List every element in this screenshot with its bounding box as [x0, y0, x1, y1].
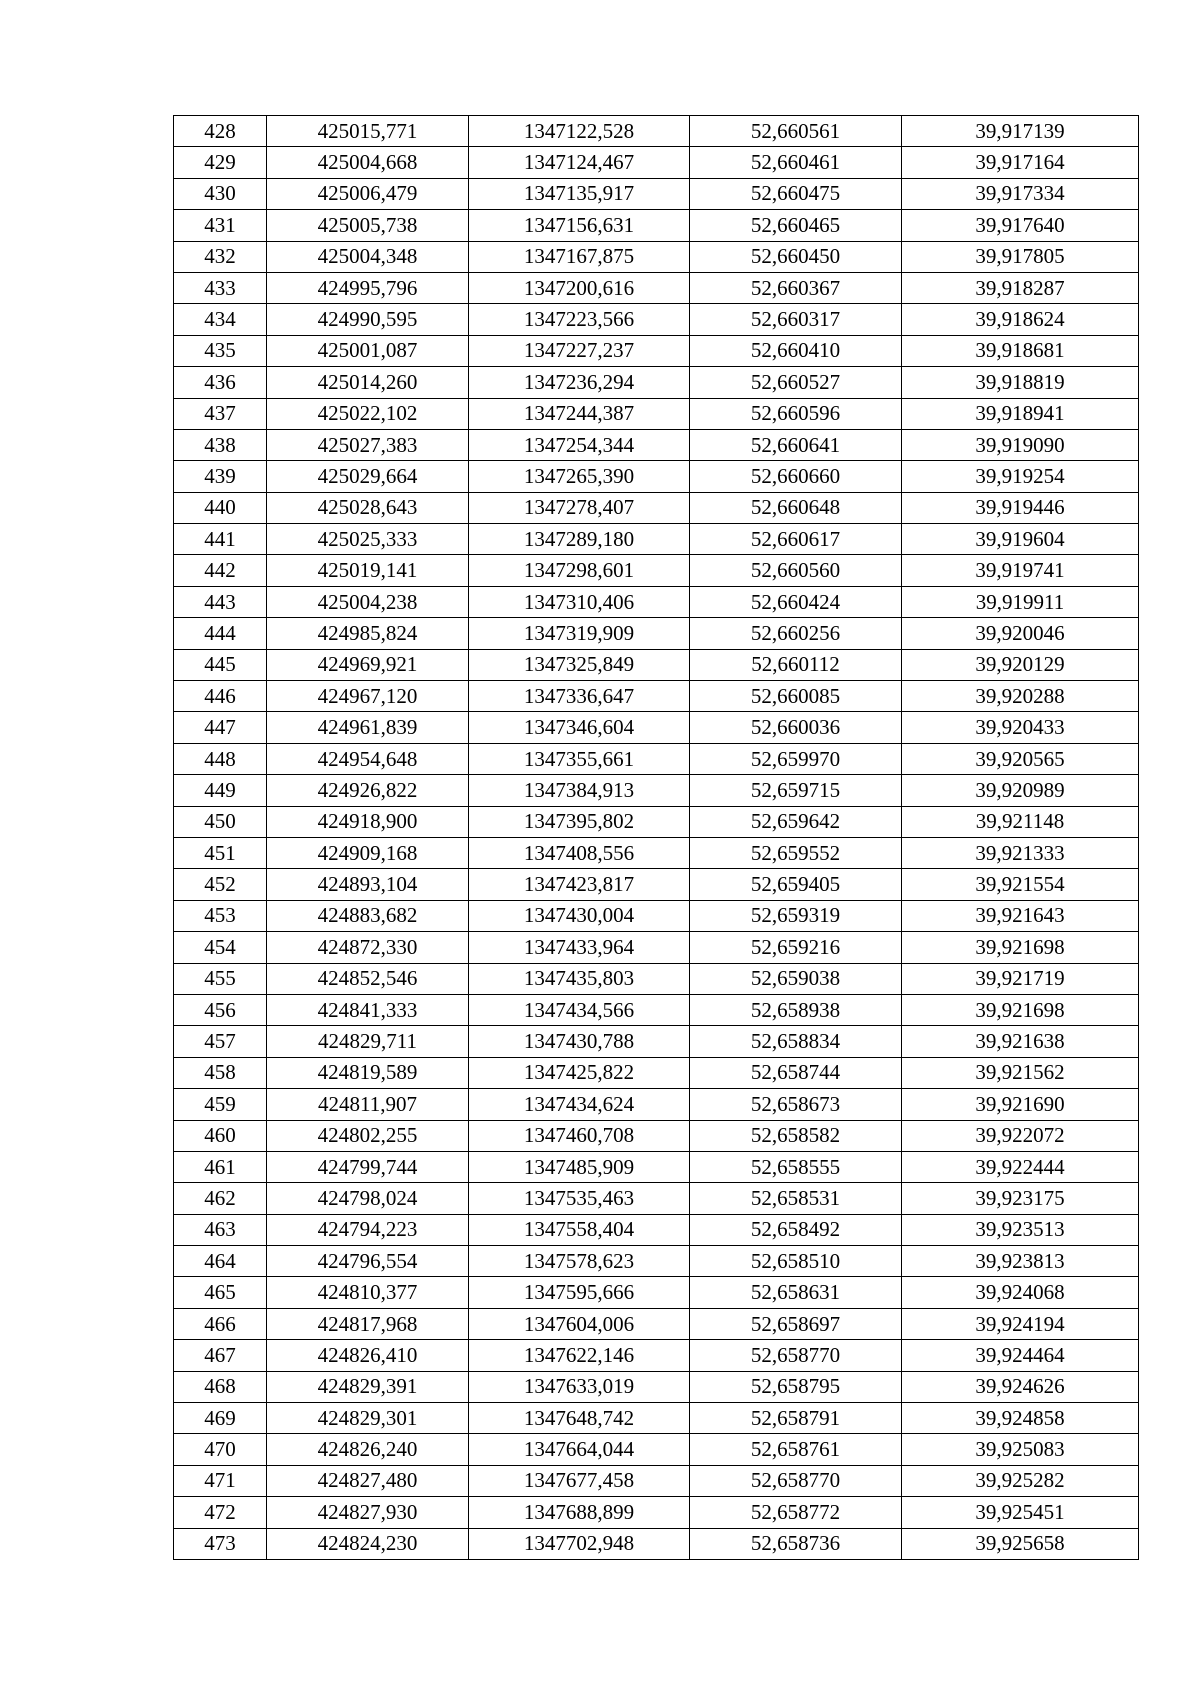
table-row	[174, 1089, 1139, 1120]
longitude-cell: 39,921719	[902, 963, 1139, 994]
longitude-cell: 39,924626	[902, 1371, 1139, 1402]
x-coordinate-cell: 425025,333	[267, 524, 469, 555]
point-number-cell: 457	[174, 1026, 267, 1057]
longitude-cell: 39,925451	[902, 1497, 1139, 1528]
x-coordinate-cell: 425019,141	[267, 555, 469, 586]
table-row	[174, 994, 1139, 1025]
x-coordinate-cell: 424799,744	[267, 1151, 469, 1182]
latitude-cell: 52,658791	[690, 1403, 902, 1434]
x-coordinate-cell: 424827,480	[267, 1465, 469, 1496]
point-number-cell: 473	[174, 1528, 267, 1559]
table-row	[174, 1434, 1139, 1465]
latitude-cell: 52,659038	[690, 963, 902, 994]
point-number-cell: 449	[174, 775, 267, 806]
point-number-cell: 455	[174, 963, 267, 994]
latitude-cell: 52,658744	[690, 1057, 902, 1088]
point-number-cell: 468	[174, 1371, 267, 1402]
latitude-cell: 52,658761	[690, 1434, 902, 1465]
point-number-cell: 438	[174, 429, 267, 460]
x-coordinate-cell: 424827,930	[267, 1497, 469, 1528]
point-number-cell: 430	[174, 178, 267, 209]
longitude-cell: 39,919254	[902, 461, 1139, 492]
coordinates-table-body	[174, 116, 1139, 1560]
y-coordinate-cell: 1347688,899	[469, 1497, 690, 1528]
table-row	[174, 586, 1139, 617]
coordinates-table	[173, 115, 1139, 1560]
y-coordinate-cell: 1347298,601	[469, 555, 690, 586]
table-row	[174, 1151, 1139, 1182]
latitude-cell: 52,660256	[690, 618, 902, 649]
longitude-cell: 39,922444	[902, 1151, 1139, 1182]
table-row	[174, 900, 1139, 931]
latitude-cell: 52,658673	[690, 1089, 902, 1120]
table-row	[174, 649, 1139, 680]
latitude-cell: 52,658492	[690, 1214, 902, 1245]
longitude-cell: 39,924194	[902, 1308, 1139, 1339]
latitude-cell: 52,660475	[690, 178, 902, 209]
y-coordinate-cell: 1347578,623	[469, 1246, 690, 1277]
point-number-cell: 443	[174, 586, 267, 617]
y-coordinate-cell: 1347622,146	[469, 1340, 690, 1371]
y-coordinate-cell: 1347460,708	[469, 1120, 690, 1151]
x-coordinate-cell: 424995,796	[267, 272, 469, 303]
table-row	[174, 1246, 1139, 1277]
y-coordinate-cell: 1347702,948	[469, 1528, 690, 1559]
longitude-cell: 39,920565	[902, 743, 1139, 774]
point-number-cell: 435	[174, 335, 267, 366]
point-number-cell: 448	[174, 743, 267, 774]
y-coordinate-cell: 1347648,742	[469, 1403, 690, 1434]
point-number-cell: 459	[174, 1089, 267, 1120]
x-coordinate-cell: 425022,102	[267, 398, 469, 429]
y-coordinate-cell: 1347558,404	[469, 1214, 690, 1245]
point-number-cell: 451	[174, 837, 267, 868]
longitude-cell: 39,924858	[902, 1403, 1139, 1434]
latitude-cell: 52,658795	[690, 1371, 902, 1402]
x-coordinate-cell: 425028,643	[267, 492, 469, 523]
table-row	[174, 775, 1139, 806]
y-coordinate-cell: 1347278,407	[469, 492, 690, 523]
latitude-cell: 52,659970	[690, 743, 902, 774]
point-number-cell: 434	[174, 304, 267, 335]
table-row	[174, 1277, 1139, 1308]
table-row	[174, 1403, 1139, 1434]
latitude-cell: 52,659405	[690, 869, 902, 900]
y-coordinate-cell: 1347200,616	[469, 272, 690, 303]
longitude-cell: 39,920046	[902, 618, 1139, 649]
latitude-cell: 52,659715	[690, 775, 902, 806]
y-coordinate-cell: 1347355,661	[469, 743, 690, 774]
longitude-cell: 39,917805	[902, 241, 1139, 272]
x-coordinate-cell: 425004,348	[267, 241, 469, 272]
latitude-cell: 52,660085	[690, 681, 902, 712]
point-number-cell: 454	[174, 932, 267, 963]
x-coordinate-cell: 424926,822	[267, 775, 469, 806]
x-coordinate-cell: 424810,377	[267, 1277, 469, 1308]
point-number-cell: 433	[174, 272, 267, 303]
x-coordinate-cell: 424802,255	[267, 1120, 469, 1151]
latitude-cell: 52,658555	[690, 1151, 902, 1182]
table-row	[174, 1120, 1139, 1151]
table-row	[174, 304, 1139, 335]
latitude-cell: 52,658631	[690, 1277, 902, 1308]
x-coordinate-cell: 424829,711	[267, 1026, 469, 1057]
point-number-cell: 458	[174, 1057, 267, 1088]
y-coordinate-cell: 1347633,019	[469, 1371, 690, 1402]
x-coordinate-cell: 424826,240	[267, 1434, 469, 1465]
table-row	[174, 743, 1139, 774]
latitude-cell: 52,660641	[690, 429, 902, 460]
latitude-cell: 52,659552	[690, 837, 902, 868]
longitude-cell: 39,919911	[902, 586, 1139, 617]
point-number-cell: 462	[174, 1183, 267, 1214]
point-number-cell: 437	[174, 398, 267, 429]
y-coordinate-cell: 1347433,964	[469, 932, 690, 963]
point-number-cell: 472	[174, 1497, 267, 1528]
point-number-cell: 461	[174, 1151, 267, 1182]
point-number-cell: 444	[174, 618, 267, 649]
y-coordinate-cell: 1347135,917	[469, 178, 690, 209]
point-number-cell: 450	[174, 806, 267, 837]
table-row	[174, 335, 1139, 366]
y-coordinate-cell: 1347430,004	[469, 900, 690, 931]
point-number-cell: 428	[174, 116, 267, 147]
x-coordinate-cell: 424954,648	[267, 743, 469, 774]
longitude-cell: 39,925083	[902, 1434, 1139, 1465]
longitude-cell: 39,920288	[902, 681, 1139, 712]
longitude-cell: 39,923813	[902, 1246, 1139, 1277]
y-coordinate-cell: 1347677,458	[469, 1465, 690, 1496]
y-coordinate-cell: 1347604,006	[469, 1308, 690, 1339]
x-coordinate-cell: 424798,024	[267, 1183, 469, 1214]
x-coordinate-cell: 425029,664	[267, 461, 469, 492]
latitude-cell: 52,658582	[690, 1120, 902, 1151]
y-coordinate-cell: 1347156,631	[469, 210, 690, 241]
longitude-cell: 39,920129	[902, 649, 1139, 680]
y-coordinate-cell: 1347384,913	[469, 775, 690, 806]
longitude-cell: 39,921562	[902, 1057, 1139, 1088]
table-row	[174, 932, 1139, 963]
x-coordinate-cell: 424909,168	[267, 837, 469, 868]
y-coordinate-cell: 1347664,044	[469, 1434, 690, 1465]
point-number-cell: 432	[174, 241, 267, 272]
longitude-cell: 39,918287	[902, 272, 1139, 303]
latitude-cell: 52,658736	[690, 1528, 902, 1559]
table-row	[174, 1528, 1139, 1559]
point-number-cell: 460	[174, 1120, 267, 1151]
table-row	[174, 869, 1139, 900]
point-number-cell: 469	[174, 1403, 267, 1434]
latitude-cell: 52,658770	[690, 1465, 902, 1496]
latitude-cell: 52,660424	[690, 586, 902, 617]
table-row	[174, 241, 1139, 272]
longitude-cell: 39,921638	[902, 1026, 1139, 1057]
x-coordinate-cell: 424826,410	[267, 1340, 469, 1371]
x-coordinate-cell: 425015,771	[267, 116, 469, 147]
y-coordinate-cell: 1347319,909	[469, 618, 690, 649]
table-row	[174, 837, 1139, 868]
longitude-cell: 39,925282	[902, 1465, 1139, 1496]
longitude-cell: 39,921554	[902, 869, 1139, 900]
latitude-cell: 52,659642	[690, 806, 902, 837]
x-coordinate-cell: 424893,104	[267, 869, 469, 900]
y-coordinate-cell: 1347167,875	[469, 241, 690, 272]
x-coordinate-cell: 425004,668	[267, 147, 469, 178]
y-coordinate-cell: 1347535,463	[469, 1183, 690, 1214]
y-coordinate-cell: 1347430,788	[469, 1026, 690, 1057]
point-number-cell: 471	[174, 1465, 267, 1496]
y-coordinate-cell: 1347485,909	[469, 1151, 690, 1182]
point-number-cell: 467	[174, 1340, 267, 1371]
table-row	[174, 555, 1139, 586]
y-coordinate-cell: 1347223,566	[469, 304, 690, 335]
y-coordinate-cell: 1347244,387	[469, 398, 690, 429]
x-coordinate-cell: 424841,333	[267, 994, 469, 1025]
latitude-cell: 52,659319	[690, 900, 902, 931]
point-number-cell: 465	[174, 1277, 267, 1308]
point-number-cell: 436	[174, 367, 267, 398]
point-number-cell: 456	[174, 994, 267, 1025]
latitude-cell: 52,660660	[690, 461, 902, 492]
x-coordinate-cell: 424794,223	[267, 1214, 469, 1245]
longitude-cell: 39,917164	[902, 147, 1139, 178]
table-row	[174, 272, 1139, 303]
x-coordinate-cell: 425001,087	[267, 335, 469, 366]
table-row	[174, 681, 1139, 712]
y-coordinate-cell: 1347254,344	[469, 429, 690, 460]
table-row	[174, 1057, 1139, 1088]
x-coordinate-cell: 424967,120	[267, 681, 469, 712]
longitude-cell: 39,921643	[902, 900, 1139, 931]
y-coordinate-cell: 1347435,803	[469, 963, 690, 994]
longitude-cell: 39,918681	[902, 335, 1139, 366]
y-coordinate-cell: 1347336,647	[469, 681, 690, 712]
x-coordinate-cell: 424817,968	[267, 1308, 469, 1339]
x-coordinate-cell: 424872,330	[267, 932, 469, 963]
latitude-cell: 52,660596	[690, 398, 902, 429]
y-coordinate-cell: 1347434,624	[469, 1089, 690, 1120]
latitude-cell: 52,660617	[690, 524, 902, 555]
x-coordinate-cell: 424811,907	[267, 1089, 469, 1120]
latitude-cell: 52,658834	[690, 1026, 902, 1057]
point-number-cell: 446	[174, 681, 267, 712]
point-number-cell: 470	[174, 1434, 267, 1465]
longitude-cell: 39,917334	[902, 178, 1139, 209]
longitude-cell: 39,917139	[902, 116, 1139, 147]
point-number-cell: 440	[174, 492, 267, 523]
latitude-cell: 52,660317	[690, 304, 902, 335]
latitude-cell: 52,660465	[690, 210, 902, 241]
table-row	[174, 210, 1139, 241]
x-coordinate-cell: 424918,900	[267, 806, 469, 837]
longitude-cell: 39,924068	[902, 1277, 1139, 1308]
point-number-cell: 442	[174, 555, 267, 586]
table-row	[174, 461, 1139, 492]
x-coordinate-cell: 424852,546	[267, 963, 469, 994]
x-coordinate-cell: 425004,238	[267, 586, 469, 617]
latitude-cell: 52,658938	[690, 994, 902, 1025]
table-row	[174, 178, 1139, 209]
y-coordinate-cell: 1347325,849	[469, 649, 690, 680]
point-number-cell: 445	[174, 649, 267, 680]
table-row	[174, 1497, 1139, 1528]
x-coordinate-cell: 424985,824	[267, 618, 469, 649]
table-row	[174, 429, 1139, 460]
y-coordinate-cell: 1347395,802	[469, 806, 690, 837]
table-row	[174, 618, 1139, 649]
y-coordinate-cell: 1347425,822	[469, 1057, 690, 1088]
table-row	[174, 1308, 1139, 1339]
table-row	[174, 1465, 1139, 1496]
longitude-cell: 39,921333	[902, 837, 1139, 868]
table-row	[174, 963, 1139, 994]
x-coordinate-cell: 424829,301	[267, 1403, 469, 1434]
point-number-cell: 431	[174, 210, 267, 241]
point-number-cell: 464	[174, 1246, 267, 1277]
table-row	[174, 1371, 1139, 1402]
longitude-cell: 39,919604	[902, 524, 1139, 555]
y-coordinate-cell: 1347423,817	[469, 869, 690, 900]
y-coordinate-cell: 1347236,294	[469, 367, 690, 398]
y-coordinate-cell: 1347595,666	[469, 1277, 690, 1308]
table-row	[174, 1026, 1139, 1057]
longitude-cell: 39,918819	[902, 367, 1139, 398]
latitude-cell: 52,660648	[690, 492, 902, 523]
table-row	[174, 1340, 1139, 1371]
latitude-cell: 52,658697	[690, 1308, 902, 1339]
y-coordinate-cell: 1347122,528	[469, 116, 690, 147]
longitude-cell: 39,924464	[902, 1340, 1139, 1371]
latitude-cell: 52,659216	[690, 932, 902, 963]
longitude-cell: 39,925658	[902, 1528, 1139, 1559]
longitude-cell: 39,921698	[902, 994, 1139, 1025]
table-row	[174, 367, 1139, 398]
latitude-cell: 52,658510	[690, 1246, 902, 1277]
longitude-cell: 39,919446	[902, 492, 1139, 523]
point-number-cell: 466	[174, 1308, 267, 1339]
y-coordinate-cell: 1347124,467	[469, 147, 690, 178]
y-coordinate-cell: 1347346,604	[469, 712, 690, 743]
longitude-cell: 39,919741	[902, 555, 1139, 586]
x-coordinate-cell: 425027,383	[267, 429, 469, 460]
latitude-cell: 52,658531	[690, 1183, 902, 1214]
longitude-cell: 39,919090	[902, 429, 1139, 460]
x-coordinate-cell: 424990,595	[267, 304, 469, 335]
point-number-cell: 439	[174, 461, 267, 492]
longitude-cell: 39,918941	[902, 398, 1139, 429]
latitude-cell: 52,660450	[690, 241, 902, 272]
x-coordinate-cell: 424883,682	[267, 900, 469, 931]
x-coordinate-cell: 425005,738	[267, 210, 469, 241]
point-number-cell: 453	[174, 900, 267, 931]
x-coordinate-cell: 424829,391	[267, 1371, 469, 1402]
point-number-cell: 429	[174, 147, 267, 178]
x-coordinate-cell: 425014,260	[267, 367, 469, 398]
y-coordinate-cell: 1347289,180	[469, 524, 690, 555]
x-coordinate-cell: 425006,479	[267, 178, 469, 209]
y-coordinate-cell: 1347265,390	[469, 461, 690, 492]
latitude-cell: 52,660560	[690, 555, 902, 586]
latitude-cell: 52,660036	[690, 712, 902, 743]
y-coordinate-cell: 1347310,406	[469, 586, 690, 617]
table-row	[174, 712, 1139, 743]
y-coordinate-cell: 1347434,566	[469, 994, 690, 1025]
point-number-cell: 441	[174, 524, 267, 555]
x-coordinate-cell: 424961,839	[267, 712, 469, 743]
table-row	[174, 1214, 1139, 1245]
longitude-cell: 39,918624	[902, 304, 1139, 335]
y-coordinate-cell: 1347408,556	[469, 837, 690, 868]
table-row	[174, 524, 1139, 555]
y-coordinate-cell: 1347227,237	[469, 335, 690, 366]
latitude-cell: 52,658772	[690, 1497, 902, 1528]
table-row	[174, 492, 1139, 523]
longitude-cell: 39,923175	[902, 1183, 1139, 1214]
latitude-cell: 52,660561	[690, 116, 902, 147]
latitude-cell: 52,660527	[690, 367, 902, 398]
latitude-cell: 52,660367	[690, 272, 902, 303]
longitude-cell: 39,921698	[902, 932, 1139, 963]
longitude-cell: 39,921690	[902, 1089, 1139, 1120]
x-coordinate-cell: 424969,921	[267, 649, 469, 680]
latitude-cell: 52,660112	[690, 649, 902, 680]
x-coordinate-cell: 424819,589	[267, 1057, 469, 1088]
point-number-cell: 463	[174, 1214, 267, 1245]
longitude-cell: 39,917640	[902, 210, 1139, 241]
table-row	[174, 398, 1139, 429]
longitude-cell: 39,923513	[902, 1214, 1139, 1245]
longitude-cell: 39,920433	[902, 712, 1139, 743]
table-row	[174, 116, 1139, 147]
table-row	[174, 1183, 1139, 1214]
x-coordinate-cell: 424824,230	[267, 1528, 469, 1559]
x-coordinate-cell: 424796,554	[267, 1246, 469, 1277]
longitude-cell: 39,922072	[902, 1120, 1139, 1151]
longitude-cell: 39,921148	[902, 806, 1139, 837]
longitude-cell: 39,920989	[902, 775, 1139, 806]
point-number-cell: 447	[174, 712, 267, 743]
latitude-cell: 52,660461	[690, 147, 902, 178]
latitude-cell: 52,658770	[690, 1340, 902, 1371]
table-row	[174, 147, 1139, 178]
latitude-cell: 52,660410	[690, 335, 902, 366]
table-row	[174, 806, 1139, 837]
point-number-cell: 452	[174, 869, 267, 900]
